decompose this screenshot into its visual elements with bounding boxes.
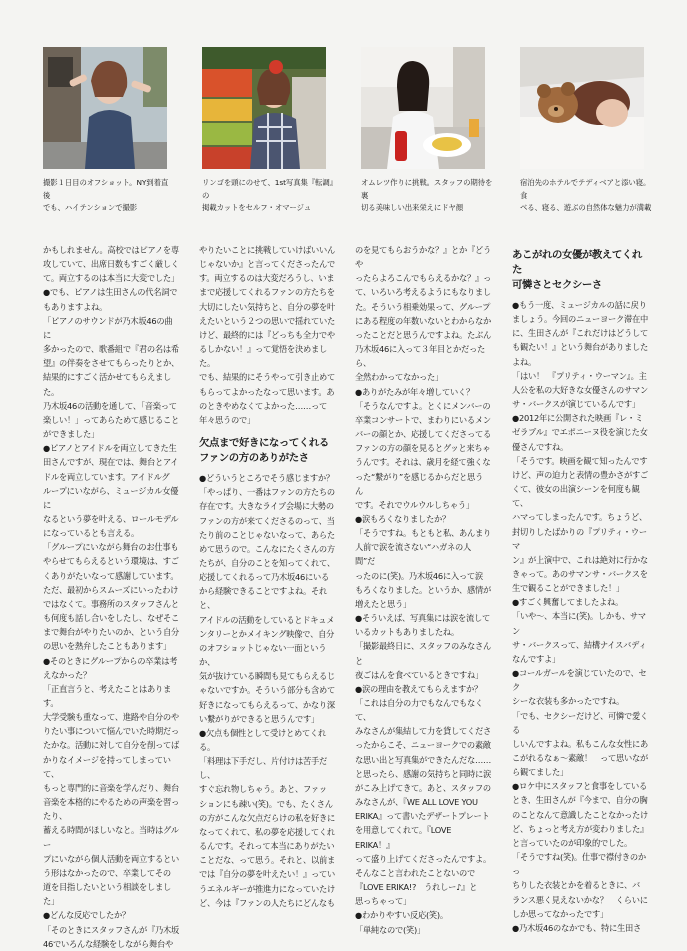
photo-teddy-bear-hotel <box>520 47 644 169</box>
body-paragraph: ●2012年に公開された映画『レ・ミ ゼラブル』でエポニーヌ役を演じた女 優さんですね。 <box>512 413 648 452</box>
body-paragraph: 「料理は下手だし、片付けは苦手だし、 すぐ忘れ物しちゃう。あと、ファッ ションにも疎い(笑)。でも、たくさん の方がこんな欠点だらけの私を好きに なってくれて、私の夢を応援してくれ るんです。それって本当にありがたい ことだな、って思う。それと、以前ま では『自分の夢を叶えたい！』ってい うエネルギーが推進力になっていたけ ど、今は『ファンの人たちにどんなも <box>199 756 335 908</box>
body-paragraph: ●すごく興奮してましたよね。 <box>512 597 623 608</box>
body-paragraph: 「そうですね(笑)。仕事で襟付きのかっ ちりした衣装とかを着るときに、バ ランス悪く見えないかな？ くらいに しか思ってなかったです」 <box>512 852 648 919</box>
body-paragraph: かもしれません。高校ではピアノを専 攻していて、出席日数もすごく厳しく て。両立するのは本当に大変でした」 <box>43 245 179 284</box>
body-paragraph: 「はい！ 『プリティ・ウーマン』。主 人公を私の大好きな女優さんのサマン サ・バークスが演じているんです」 <box>512 370 648 410</box>
photo-caption: オムレツ作りに挑戦。スタッフの期待を裏 切る美味しい出来栄えにドヤ顔 <box>361 178 493 212</box>
body-paragraph: 「撮影最終日に、スタッフのみなさんと 夜ごはんを食べているときですね」 <box>355 641 491 680</box>
article-column-1 <box>43 243 179 951</box>
body-paragraph: ●そのときにグループからの卒業は考 えなかった？ <box>43 655 178 680</box>
body-paragraph: ●涙もろくなりましたか？ <box>355 513 450 524</box>
photo-omelet-kitchen <box>361 47 485 169</box>
body-paragraph: 「でも、セクシーだけど、可憐で愛くる しいんですよね。私もこんな女性にあ こがれるなぁ～素敵！ って思いなが ら観てました」 <box>512 710 648 778</box>
section-heading: あこがれの女優が教えてくれた 可憐さとセクシーさ <box>512 249 642 291</box>
photo-caption: 宿泊先のホテルでテディベアと添い寝。食 べる、寝る、遊ぶの自然体な魅力が満載 <box>520 178 652 212</box>
photo-caption: リンゴを頭にのせて、1st写真集『転調』の 掲載カットをセルフ・オマージュ <box>202 178 334 212</box>
body-paragraph: ●でも、ピアノは生田さんの代名詞で もありますよね。 <box>43 287 178 312</box>
body-paragraph: ●どういうところでそう感じますか？ <box>199 473 334 484</box>
body-paragraph: ●乃木坂46のなかでも、特に生田さ <box>512 922 641 933</box>
body-paragraph: やりたいことに挑戦していけばいいん じゃないか』と言ってくださったんで す。両立するのは大変だろうし、いま まで応援してくれるファンの方たちを 大切にしたい気持ちと、自分の夢を叶 えたいという２つの思いで揺れていた けど、最終的には『どっちも全力でや るしかない！』って覚悟を決めました。 でも、結果的にそうやって引き止めて もらってよかったなって思います。あ のときやめなくてよかった……って 年々思うので」 <box>199 245 335 425</box>
body-paragraph: ●わかりやすい反応(笑)。 <box>355 910 448 921</box>
body-paragraph: ●ピアノとアイドルを両立してきた生 田さんですが、現在では、舞台とアイ ドルを両立しています。アイドルグ ループにいながら、ミュージカル女優に なるという夢を叶える、ロールモデル になっているとも言える。 <box>43 443 179 539</box>
body-paragraph: ●涙の理由を教えてもらえますか？ <box>355 683 482 694</box>
body-paragraph: 「グループにいながら舞台のお仕事も やらせてもらえるという環境は、すご くありがたいなって感謝しています。 ただ、最初からスムーズにいったわけ ではなくて。事務所のスタッフさんと も何度も話し合いをしたし、なぜそこ まで舞台がやりたいのか、という自分 の思いを熱弁したこともあります」 <box>43 542 179 652</box>
article-column-4 <box>512 243 648 935</box>
photo-apple-market <box>202 47 326 169</box>
body-paragraph: 「これは自分の力でもなんでもなくて、 みなさんが集結して力を貸してくださ ったからこそ、ニューヨークでの素敵 な思い出と写真集ができたんだな…… と思ったら、感謝の気持ちと同時に涙 がこみ上げてきて。あと、スタッフの みなさんが、『WE ALL LOVE YOU ERIKA』って書いたデザートプレート を用意してくれて。『LOVE ERIKA！』 って盛り上げてくださったんですよ。 そんなこと言われたことないので 『LOVE ERIKA!? うれしー♪』と 思っちゃって」 <box>355 698 491 907</box>
body-paragraph: 「やっぱり、一番はファンの方たちの 存在です。大きなライブ会場に大勢の ファンの方が来てくださるのって、当 たり前のことじゃないなって、あらた めて思うので。こんなにたくさんの方 たちが、自分のことを知ってくれて、 応援してくれるって乃木坂46にいる から経験できることですよね。それと、 アイドルの活動をしているとドキュメ ンタリーとかメイキング映像で、自分 のオフショットじゃない一面というか、 気が抜けている瞬間も見てもらえるじ ゃないですか。そういう部分も含めて 好きになってもらえるって、かなり深 い繋がりができると思うんです」 <box>199 487 335 724</box>
body-paragraph: ●欠点も個性として受けとめてくれる。 <box>199 727 326 752</box>
body-paragraph: ●そういえば、写真集には涙を流して いるカットもありましたね。 <box>355 613 490 638</box>
section-heading: 欠点まで好きになってくれる ファンの方のありがたさ <box>199 437 329 465</box>
photo-ny-street <box>43 47 167 169</box>
body-paragraph: ●どんな反応でしたか？ <box>43 910 130 921</box>
article-column-2 <box>199 243 335 910</box>
body-paragraph: ●もう一度、ミュージカルの話に戻り ましょう。今回のニューヨーク滞在中 に、生田さんが『これだけはどうして も観たい！』という舞台がありました よね。 <box>512 300 648 367</box>
body-paragraph: 「いや～、本当に(笑)。しかも、サマン サ・バークスって、結構ナイスバディ なんですよ」 <box>512 611 647 664</box>
body-paragraph: 「単純なので(笑)」 <box>355 924 425 935</box>
body-paragraph: ●コールガールを演じていたので、セク シーな衣装も多かったですね。 <box>512 668 647 707</box>
photo-caption: 撮影１日目のオフショット。NY到着直後 でも、ハイテンションで撮影 <box>43 178 169 212</box>
body-paragraph: 「正直言うと、考えたことはあります。 大学受験も重なって、進路や自分のや りたい事について悩んでいた時期だっ たかな。活動に対して自分を削ってば かりなイメージを持ってしまっていて、 もっと専門的に音楽を学んだり、舞台 音楽を本格的にやるための声楽を習ったり、 蓄える時間がほしいなと。当時はグルー プにいながら個人活動を両立するとい う形はなかったので、卒業してその 道を目指したいという相談をしました」 <box>43 683 179 907</box>
body-paragraph: 「そうです。映画を観て知ったんです けど、声の迫力と表情の豊かさがすご くて、彼女の出演シーンを何度も観て、 ハマってしまったんです。ちょうど、 封切りしたばかりの『プリティ・ウーマ ン』が上演中で、これは絶対に行かな きゃって。あのサマンサ・バークスを 生で観ることができました！」 <box>512 455 648 594</box>
body-paragraph: 「そうなんですよ。とくにメンバーの 卒業コンサートで、まわりにいるメン バーの顔とか、応援してくださってる ファンの方の顔を見るとグッと来ちゃ うんです。それは、歳月を経て強くな った“繋がり”を感じるからだと思うん です。それでウルウルしちゃう」 <box>355 400 491 510</box>
body-paragraph: ●ありがたみが年々増していく？ <box>355 386 474 397</box>
body-paragraph: のを見てもらおうかな？』とか『どうや ったらよろこんでもらえるかな？』っ て、いろいろ考えるようにもなりまし た。そういう相乗効果って、グループ にある程度の年数いないとわからなか ったことだと思うんですよね。たぶん 乃木坂46に入って３年目とかだったら、 全然わかってなかった」 <box>355 245 491 383</box>
body-paragraph: 「そうですね。もともと私、あんまり 人前で涙を流さない“ハガネの人間”だ ったのに(笑)。乃木坂46に入って涙 もろくなりました。というか、感情が 増えたと思う」 <box>355 528 491 609</box>
body-paragraph: 「そのときにスタッフさんが『乃木坂 46でいろんな経験をしながら舞台や <box>43 924 179 949</box>
article-column-3 <box>355 243 491 937</box>
body-paragraph: 「ピアノのサウンドが乃木坂46の曲に 多かったので、歌番組で『君の名は希 望』の伴奏をさせてもらったりとか、 結果的にすごく活かせてもらえました。 乃木坂46の活動を通して、「音楽って 楽しい！」ってあらためて感じること ができました」 <box>43 315 179 440</box>
body-paragraph: ●ロケ中にスタッフと食事をしている とき、生田さんが『今まで、自分の胸 のことなんて意識したことなかったけ ど、ちょっと考え方が変わりました』 と言っていたのが印象的でした。 <box>512 781 648 848</box>
